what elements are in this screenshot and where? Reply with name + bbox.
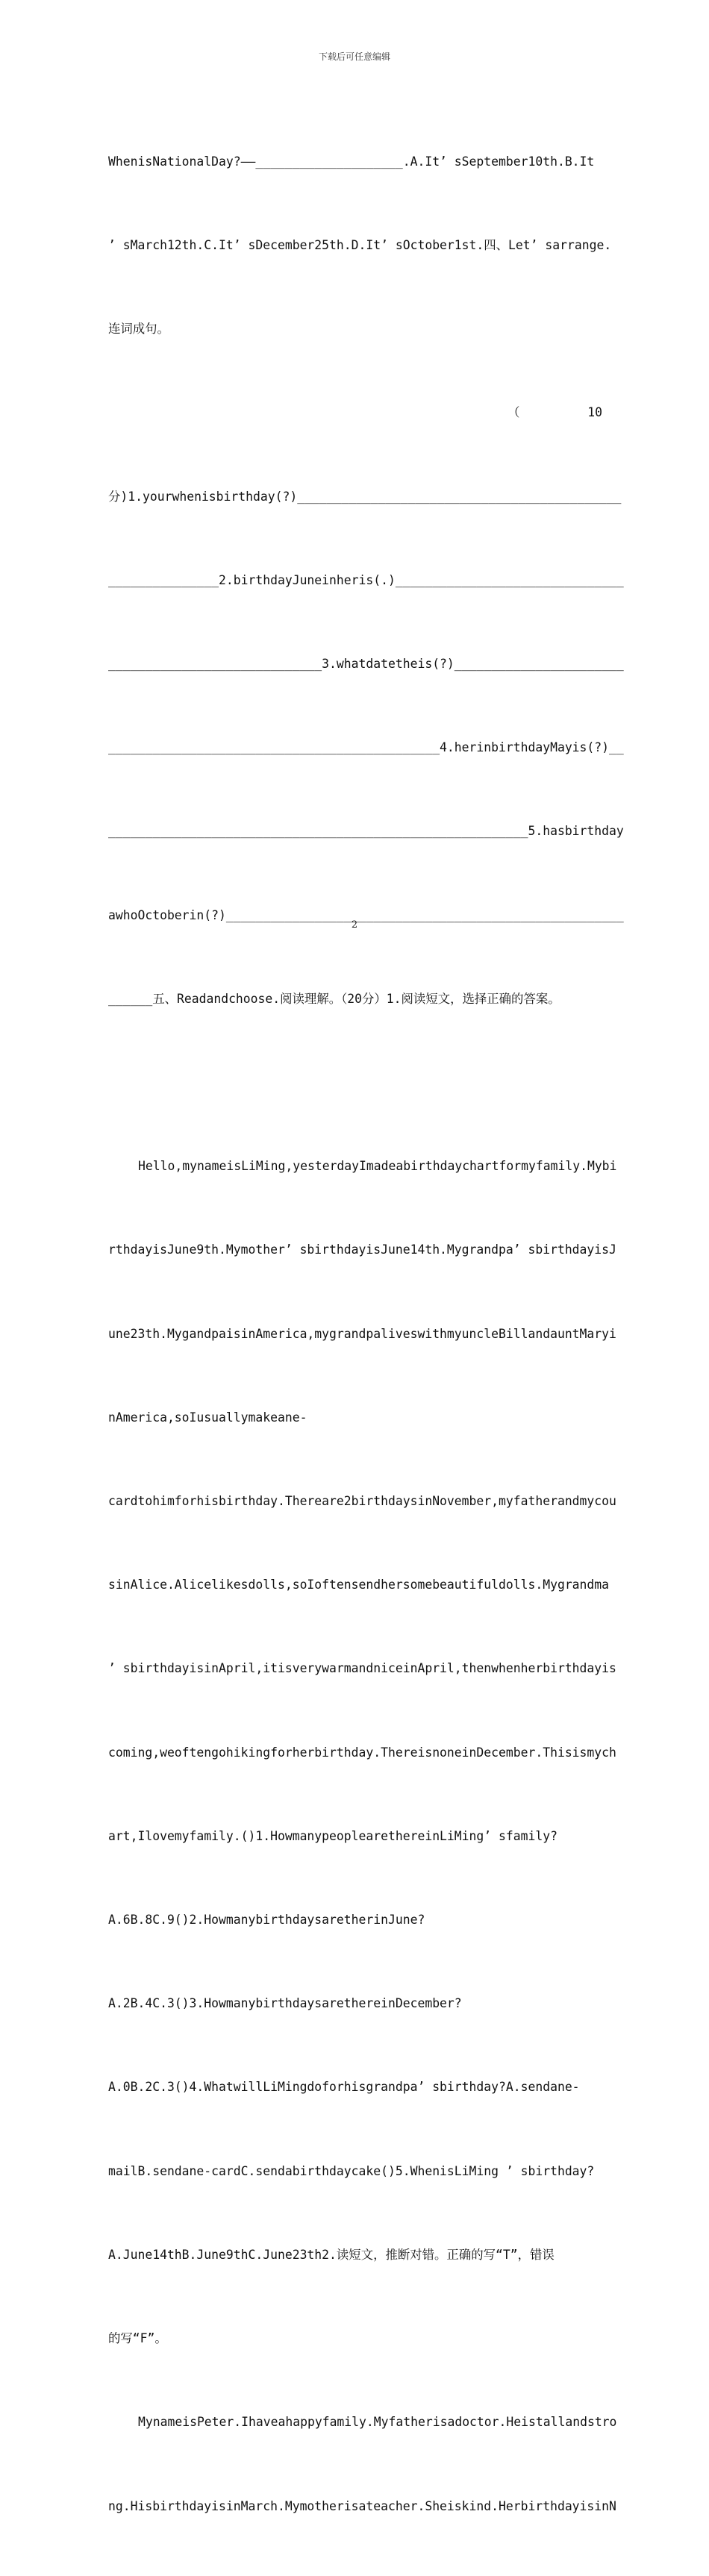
text-line: A.June14thB.June9thC.June23th2.读短文，推断对错。正确的写“T”，错误 (108, 2247, 555, 2262)
text-line: _______________2.birthdayJuneinheris(.)_______________________________ (108, 572, 624, 587)
text-line: ______五、Readandchoose.阅读理解。（20分）1.阅读短文，选择正确的答案。 (108, 991, 560, 1006)
text-line: une23th.MygandpaisinAmerica,mygrandpaliveswithmyuncleBillandauntMaryi (108, 1326, 616, 1341)
text-line: _________________________________________________________5.hasbirthday (108, 824, 624, 839)
text-line: A.2B.4C.3()3.HowmanybirthdaysarethereinDecember? (108, 1996, 462, 2011)
text-line: cardtohimforhisbirthday.Thereare2birthdaysinNovember,myfatherandmycou (108, 1494, 616, 1509)
text-line: ’ sMarch12th.C.It’ sDecember25th.D.It’ sOctober1st.四、Let’ sarrange. (108, 238, 612, 253)
text-line: A.0B.2C.3()4.WhatwillLiMingdoforhisgrandpa’ sbirthday?A.sendane- (108, 2080, 580, 2095)
text-line: MynameisPeter.Ihaveahappyfamily.Myfatherisadoctor.Heistallandstro (138, 2415, 617, 2430)
text-line: WhenisNationalDay?——____________________.A.It’ sSeptember10th.B.It (108, 154, 595, 169)
text-line: 的写“F”。 (108, 2331, 167, 2346)
text-line: 分)1.yourwhenisbirthday(?)____________________________________________ (108, 489, 622, 504)
score-value: 10 (587, 405, 602, 420)
text-line: Hello,mynameisLiMing,yesterdayImadeabirthdaychartformyfamily.Mybi (138, 1159, 617, 1174)
page-number: 2 (351, 919, 358, 931)
score-paren: （ (507, 405, 520, 420)
document-body (108, 92, 624, 2576)
text-line: art,Ilovemyfamily.()1.HowmanypeoplearethereinLiMing’ sfamily? (108, 1828, 557, 1843)
text-line: _____________________________3.whatdatetheis(?)_______________________ (108, 657, 624, 672)
text-line: A.6B.8C.9()2.HowmanybirthdaysaretherinJune? (108, 1913, 425, 1928)
text-line: mailB.sendane-cardC.sendabirthdaycake()5.WhenisLiMing ’ sbirthday? (108, 2163, 595, 2178)
text-line: coming,weoftengohikingforherbirthday.ThereisnoneinDecember.Thisismych (108, 1745, 616, 1760)
text-line: nAmerica,soIusuallymakeane- (108, 1410, 307, 1425)
text-line: sinAlice.Alicelikesdolls,soIoftensendhersomebeautifuldolls.Mygrandma (108, 1578, 610, 1592)
score-line (108, 398, 602, 426)
blank-line (108, 1069, 602, 1096)
text-line: 连词成句。 (108, 322, 169, 337)
text-line: _____________________________________________4.herinbirthdayMayis(?)__ (108, 740, 624, 755)
page-header: 下载后可任意编辑 (318, 51, 390, 62)
text-line: ng.HisbirthdayisinMarch.Mymotherisateacher.Sheiskind.HerbirthdayisinN (108, 2498, 616, 2513)
text-line: ’ sbirthdayisinApril,itisverywarmandniceinApril,thenwhenherbirthdayis (108, 1661, 616, 1676)
text-line: awhoOctoberin(?)______________________________________________________ (108, 907, 624, 922)
text-line: rthdayisJune9th.Mymother’ sbirthdayisJune14th.Mygrandpa’ sbirthdayisJ (108, 1242, 616, 1257)
